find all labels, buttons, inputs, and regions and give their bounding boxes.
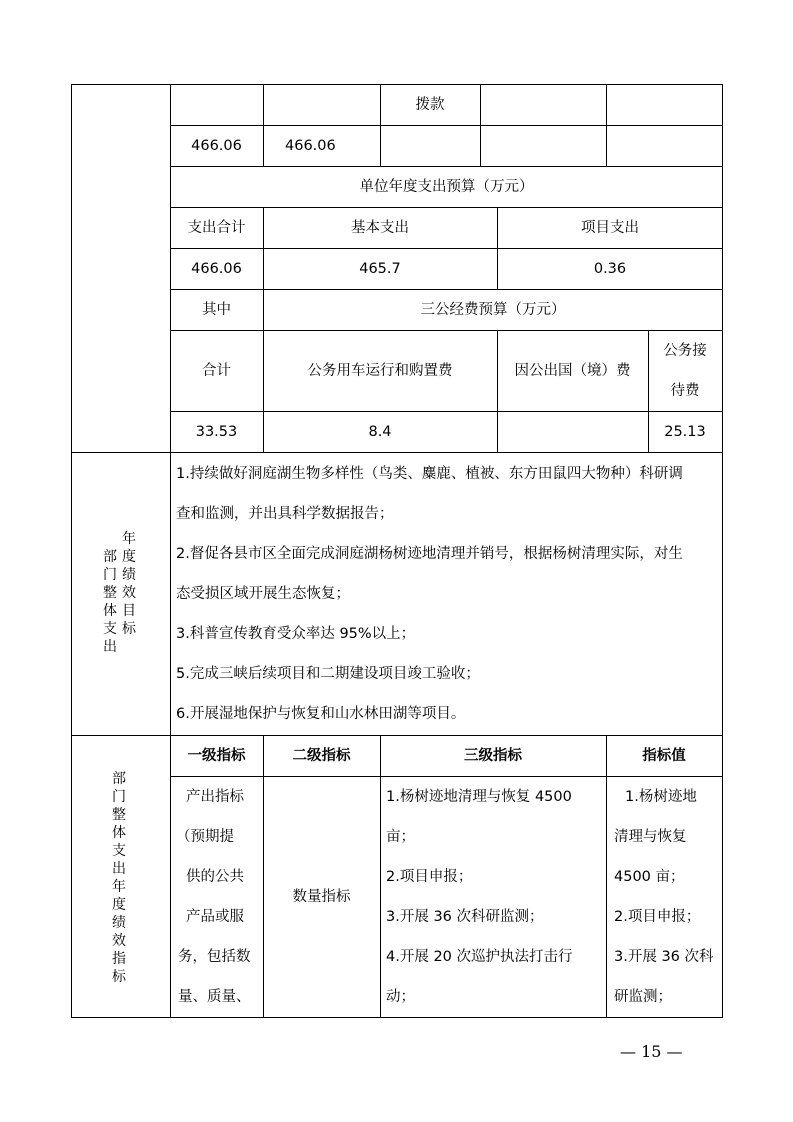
sangong-total-label: 合计 bbox=[202, 363, 231, 379]
goal-line: 查和监测，并出具科学数据报告； bbox=[176, 506, 394, 522]
level1-line: 务，包括数 bbox=[178, 949, 251, 965]
income-total-value: 466.06 bbox=[191, 138, 242, 154]
level3-line: 4.开展 20 次巡护执法打击行 bbox=[386, 949, 573, 965]
budget-heading: 单位年度支出预算（万元） bbox=[359, 179, 534, 195]
value-line: 清理与恢复 bbox=[614, 829, 687, 845]
sangong-car-value: 8.4 bbox=[368, 424, 392, 440]
level1-line: 供的公共 bbox=[186, 869, 244, 885]
sangong-car-label: 公务用车运行和购置费 bbox=[307, 363, 453, 379]
sangong-reception-label-line1: 公务接 bbox=[663, 343, 707, 359]
budget-project-label: 项目支出 bbox=[581, 220, 639, 236]
level1-line: 产出指标 bbox=[186, 789, 244, 805]
header-value: 指标值 bbox=[642, 748, 686, 764]
table-border bbox=[170, 289, 723, 290]
table-border bbox=[170, 166, 723, 167]
indicators-side-label: 部门整体支出年度绩效指标 bbox=[112, 771, 126, 985]
level1-line: 产品或服 bbox=[186, 909, 244, 925]
table-border bbox=[480, 84, 481, 166]
budget-total-label: 支出合计 bbox=[187, 220, 246, 236]
budget-basic-label: 基本支出 bbox=[351, 220, 409, 236]
table-border bbox=[170, 207, 723, 208]
income-fiscal-value: 466.06 bbox=[285, 138, 336, 154]
table-border bbox=[263, 735, 264, 1017]
header-level2: 二级指标 bbox=[292, 748, 351, 764]
table-border bbox=[170, 776, 723, 777]
table-border bbox=[497, 330, 498, 452]
table-border bbox=[71, 1017, 723, 1018]
table-border bbox=[71, 84, 72, 1018]
budget-basic-value: 465.7 bbox=[359, 261, 401, 277]
sangong-abroad-label: 因公出国（境）费 bbox=[514, 363, 631, 379]
goals-side-label-col1: 部门整体支出 bbox=[103, 549, 117, 655]
level3-line: 动； bbox=[386, 989, 415, 1005]
table-border bbox=[606, 735, 607, 1017]
page-number: — 15 — bbox=[620, 1042, 683, 1061]
level1-line: （预期提 bbox=[176, 829, 234, 845]
table-border bbox=[170, 248, 723, 249]
value-line: 2.项目申报； bbox=[614, 909, 701, 925]
budget-total-value: 466.06 bbox=[191, 261, 242, 277]
qizhong-label: 其中 bbox=[202, 302, 231, 318]
goal-line: 态受损区域开展生态恢复； bbox=[176, 586, 350, 602]
budget-project-value: 0.36 bbox=[593, 261, 627, 277]
header-level1: 一级指标 bbox=[187, 748, 246, 764]
goal-line: 5.完成三峡后续项目和二期建设项目竣工验收； bbox=[176, 666, 480, 682]
value-line: 1.杨树迹地 bbox=[625, 789, 697, 805]
goal-line: 2.督促各县市区全面完成洞庭湖杨树迹地清理并销号，根据杨树清理实际，对生 bbox=[176, 546, 683, 562]
value-line: 研监测； bbox=[614, 989, 672, 1005]
value-line: 3.开展 36 次科 bbox=[614, 949, 714, 965]
level3-line: 1.杨树迹地清理与恢复 4500 bbox=[386, 789, 572, 805]
level1-line: 量、质量、 bbox=[178, 989, 251, 1005]
sangong-reception-value: 25.13 bbox=[664, 424, 706, 440]
sangong-reception-label-line2: 待费 bbox=[670, 383, 700, 399]
table-border bbox=[170, 411, 723, 412]
level3-line: 亩； bbox=[386, 829, 415, 845]
header-level3: 三级指标 bbox=[464, 748, 522, 764]
table-border bbox=[71, 84, 723, 85]
table-border bbox=[71, 452, 723, 453]
level3-line: 2.项目申报； bbox=[386, 869, 473, 885]
table-border bbox=[170, 125, 723, 126]
goals-side-label-col2: 年度绩效目标 bbox=[122, 531, 136, 637]
value-line: 4500 亩； bbox=[614, 869, 685, 885]
level2-value: 数量指标 bbox=[292, 889, 351, 905]
table-border bbox=[606, 84, 607, 166]
table-border bbox=[71, 735, 723, 736]
goal-line: 3.科普宣传教育受众率达 95%以上； bbox=[176, 626, 416, 642]
table-border bbox=[380, 735, 381, 1017]
table-border bbox=[263, 84, 264, 166]
sangong-total-value: 33.53 bbox=[195, 424, 238, 440]
bokuan-label: 拨款 bbox=[415, 97, 445, 113]
level3-line: 3.开展 36 次科研监测； bbox=[386, 909, 544, 925]
sangong-heading: 三公经费预算（万元） bbox=[420, 302, 566, 318]
goal-line: 6.开展湿地保护与恢复和山水林田湖等项目。 bbox=[176, 706, 466, 722]
goal-line: 1.持续做好洞庭湖生物多样性（鸟类、麋鹿、植被、东方田鼠四大物种）科研调 bbox=[176, 466, 683, 482]
table-border bbox=[170, 330, 723, 331]
